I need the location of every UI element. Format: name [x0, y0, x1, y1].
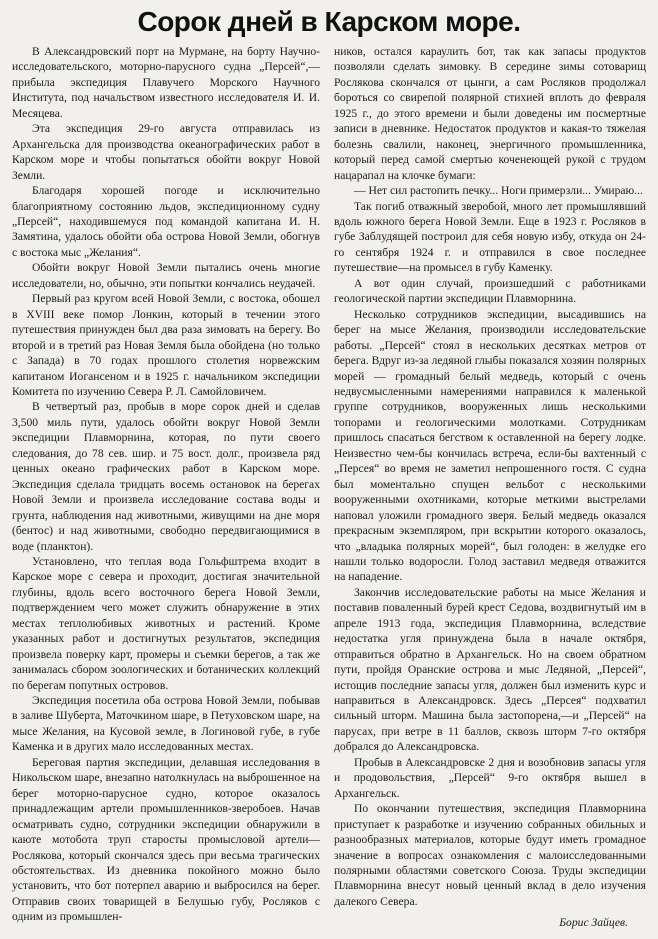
- paragraph: Обойти вокруг Новой Земли пытались очень многие исследователи, но, обычно, эти попытки кончались неудачей.: [12, 261, 320, 290]
- author-signature: Борис Зайцев.: [559, 916, 628, 930]
- paragraph: А вот один случай, произшедший с работниками геологической партии экспедиции Плавморнина.: [334, 276, 646, 306]
- paragraph: Закончив исследовательские работы на мысе Желания и поставив поваленный бурей крест Седова, воздвигнутый им в апреле 1913 года, экспедиция Плавморнина, вследствие недостатка угля принуждена была в начале октября, отправиться обратно в Архангельск. Но на своем обратном пути, пройдя Оранские острова и мыс Ледяной, „Персей“, истощив последние запасы угля, должен был изменить курс и направиться в Александровск. Здесь „Персея“ подхватил сильный шторм. Машина была застопорена,—и „Персей“ на парусах, при ветре в 11 баллов, сквозь шторм 7-го октября добрался до Александровска.: [334, 585, 646, 754]
- paragraph: Эта экспедиция 29-го августа отправилась из Архангельска для производства океанографических работ в Карском море и чтобы попытаться обойти вокруг Новой Земли.: [12, 122, 320, 182]
- paragraph: ников, остался караулить бот, так как запасы продуктов позволяли сделать зимовку. В середине зимы сотоварищ Рослякова скончался от цынги, а сам Росляков продолжал бороться со свирепой полярной стихией вплоть до февраля 1925 г., до этого времени и были доведены им посмертные записи в дневнике. Недостаток продуктов и какая-то тяжелая болезнь свалили, наконец, энергичного промышленника, который перед самой смертью коченеющей рукой с трудом нацарапал на клочке бумаги:: [334, 45, 646, 182]
- paragraph: Первый раз кругом всей Новой Земли, с востока, обошел в XVIII веке помор Лонкин, который в течении этого путешествия принужден был два раза зимовать на берегу. Во второй и в третий раз Новая Земля была обойдена (но только с Запада) в 70 годах прошлого столетия норвежским капитаном Иогансеном и в 1925 г. начальником экспедиции Комитета по изучению Севера Р. Л. Самойловичем.: [12, 292, 320, 398]
- paragraph: — Нет сил растопить печку... Ноги примерзли... Умираю...: [354, 184, 643, 198]
- right-column: [334, 44, 646, 931]
- paragraph: По окончании путешествия, экспедиция Плавморнина приступает к разработке и изучению собранных обильных и разнообразных материалов, которые будут иметь громадное значение в вопросах ознакомления с малоисследованными полярными областями советского Союза. Труды экспедиции Плавморнина внесут новый ценный вклад в дело изучения далекого Севера.: [334, 802, 646, 908]
- paragraph: Несколько сотрудников экспедиции, высадившись на берег на мысе Желания, производили исследовательские работы. „Персей“ стоял в нескольких десятках метров от берега. Вдруг из-за ледяной глыбы показался хозяин полярных морей — громадный белый медведь, который с очень недвусмысленными намерениями направился к маленькой группе сотрудников, вооруженных лишь несколькими топорами и геологическими молотками. Сотрудникам пришлось спасаться бегством к оставленной на берегу лодке. Неизвестно чем-бы кончилась встреча, если-бы вахтенный с „Персея“ во время не заметил непрошенного гостя. С судна был моментально спущен вельбот с несколькими вооруженными охотниками, которые меткими выстрелами наповал уложили громадного зверя. Белый медведь оказался прекрасным экземпляром, при вскрытии которого оказалось, что „владыка полярных морей“, был голоден: в желудке его нашли только водоросли. Голод заставил медведя отважится на нападение.: [334, 307, 646, 584]
- paragraph: В четвертый раз, пробыв в море сорок дней и сделав 3,500 миль пути, удалось обойти вокруг Новой Земли экспедиции Плавморнина, которая, по пути своего следования, до 78 сев. шир. и 75 вост. долг., произвела ряд ценных океано графических работ в Карском море. Экспедиция сделала тридцать восемь остановок на берегах Новой Земли и произвела исследование состава воды и грунта, наблюдения над животными, живущими на дне моря (бентос) и над животными, свободно передвигающимися в воде (планктон).: [12, 400, 320, 553]
- article-title: Сорок дней в Карском море.: [137, 6, 521, 37]
- paragraph: Береговая партия экспедиции, делавшая исследования в Никольском шаре, внезапно натолкнулась на выброшенное на берег моторно-парусное судно, которое оказалось принадлежащим артели промышленников-зверобоев. Начав осматривать судно, сотрудники экспедиции обнаружили в каюте мотобота труп старосты промысловой артели—Рослякова, который скончался здесь при весьма трагических обстоятельствах. Из дневника покойного можно было установить, что бот потерпел аварию и выбросился на берег. Отправив своих товарищей в Белушью губу, Росляков с одним из промышлен-: [12, 755, 320, 924]
- left-column: [12, 44, 320, 925]
- paragraph: В Александровский порт на Мурмане, на борту Научно-исследовательского, моторно-парусного судна „Персей“,—прибыла экспедиция Плавучего Морского Научного Института, под начальством известного исследователя И. И. Месяцева.: [12, 45, 320, 120]
- paragraph: Пробыв в Александровске 2 дня и возобновив запасы угля и продовольствия, „Персей“ 9-го октября вышел в Архангельск.: [334, 755, 646, 800]
- paragraph: Установлено, что теплая вода Гольфштрема входит в Карское море с севера и проходит, достигая значительной глубины, вдоль всего восточного берега Новой Земли, подтверждением чего может служить обнаружение в этих местах теплолюбивых животных и растений. Кроме указанных работ и достигнутых результатов, экспедиция произвела поверку карт, промеры и съемки берегов, а так же занималась сбором зоологических и ботанических коллекций по берегам попутных островов.: [12, 554, 320, 692]
- paragraph: Экспедиция посетила оба острова Новой Земли, побывав в заливе Шуберта, Маточкином шаре, в Петуховском шаре, на мысе Желания, на Кусовой земле, в Логиновой губе, в губе Каменка и в других мало исследованных местах.: [12, 694, 320, 754]
- article-columns: [0, 44, 658, 931]
- paragraph: Так погиб отважный зверобой, много лет промышлявший вдоль южного берега Новой Земли. Еще в 1923 г. Росляков в губе Заблудящей построил для себя новую избу, откуда он 24-го сентября 1924 г. и отправился в свое последнее путешествие—на промысел в губу Каменку.: [334, 199, 646, 275]
- paragraph: Благодаря хорошей погоде и исключительно благоприятному состоянию льдов, экспедиционному судну „Персей“, находившемуся под командой капитана И. Н. Замятина, удалось обойти оба острова Новой Земли, обогнув с востока мыс „Желания“.: [12, 184, 320, 259]
